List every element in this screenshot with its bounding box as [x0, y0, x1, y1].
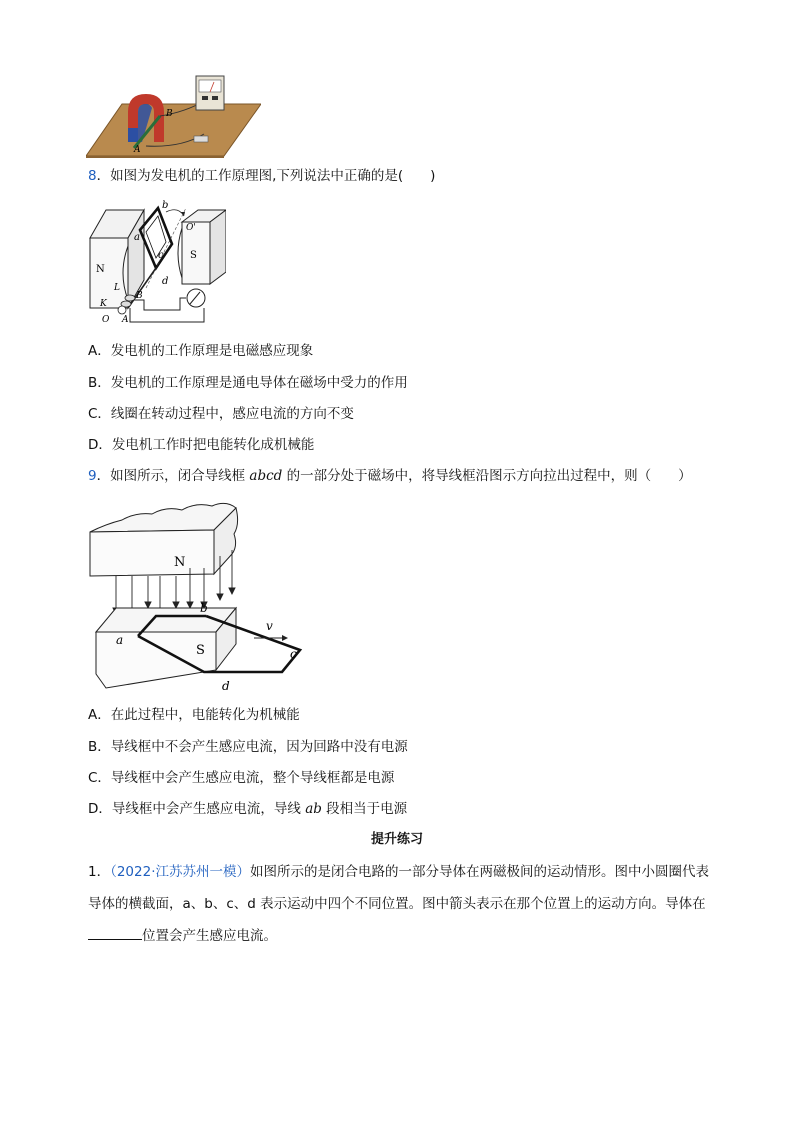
gen-label-b: b — [162, 200, 169, 211]
q9-option-c: C．导线框中会产生感应电流，整个导线框都是电源 — [88, 770, 395, 786]
frame-label-n: N — [174, 555, 186, 570]
q8-option-a: A．发电机的工作原理是电磁感应现象 — [88, 343, 314, 359]
p1-answer-blank[interactable] — [88, 925, 142, 940]
frame-label-v: v — [266, 619, 273, 633]
q9-stem — [88, 466, 692, 486]
gen-label-n: N — [96, 264, 105, 275]
p1-text-part2: 位置会产生感应电流。 — [142, 928, 277, 944]
fig-top-label-b: B — [166, 109, 173, 119]
q9-stem-part2: 的一部分处于磁场中，将导线框沿图示方向拉出过程中，则（ ） — [282, 468, 692, 484]
q9-option-d — [88, 799, 407, 819]
gen-label-l: L — [114, 283, 120, 293]
q8-option-b: B．发电机的工作原理是通电导体在磁场中受力的作用 — [88, 375, 408, 391]
q9-option-b: B．导线框中不会产生感应电流，因为回路中没有电源 — [88, 739, 408, 755]
q9-stem-part1: ．如图所示，闭合导线框 — [96, 468, 250, 484]
q9-option-a: A．在此过程中，电能转化为机械能 — [88, 707, 300, 723]
p1-text-part1: 如图所示的是闭合电路的一部分导体在两磁极间的运动情形。图中小圆圈代表导体的横截面，a、b、c、d 表示运动中四个不同位置。图中箭头表示在那个位置上的运动方向。导体在 — [88, 864, 709, 912]
frame-label-s: S — [196, 643, 205, 658]
gen-label-aa: A — [122, 315, 129, 325]
q9-number: 9 — [88, 468, 97, 484]
fig-top-label-a: A — [134, 145, 141, 155]
q8-option-c: C．线圈在转动过程中，感应电流的方向不变 — [88, 406, 354, 422]
frame-label-b: b — [200, 601, 208, 615]
p1-source: （2022·江苏苏州一模） — [110, 864, 250, 880]
q8-stem-text: ．如图为发电机的工作原理图,下列说法中正确的是( ) — [96, 168, 436, 184]
q9-stem-ital: abcd — [249, 468, 283, 484]
q9-option-d-part2: 段相当于电源 — [321, 801, 408, 817]
gen-label-o: O — [102, 315, 110, 325]
q8-number: 8 — [88, 168, 97, 184]
magnet-galvanometer-figure — [86, 72, 261, 158]
gen-label-bb: B — [136, 291, 143, 301]
gen-label-d: d — [162, 276, 169, 287]
gen-label-o1: O' — [186, 223, 196, 233]
p1-number: 1 — [88, 864, 97, 880]
q9-option-d-part1: D．导线框中会产生感应电流，导线 — [88, 801, 306, 817]
generator-figure — [86, 198, 226, 328]
q8-option-d: D．发电机工作时把电能转化成机械能 — [88, 437, 315, 453]
section-title: 提升练习 — [370, 832, 423, 847]
frame-label-a: a — [116, 633, 124, 647]
frame-label-d: d — [222, 679, 230, 693]
gen-label-k: K — [100, 299, 107, 309]
wire-frame-figure — [86, 494, 306, 694]
frame-label-c: c — [290, 647, 297, 661]
gen-label-a: a — [134, 232, 140, 243]
q8-stem — [88, 166, 435, 186]
p1-paragraph: 1．（2022·江苏苏州一模）如图所示的是闭合电路的一部分导体在两磁极间的运动情形。图中小圆圈代表导体的横截面，a、b、c、d 表示运动中四个不同位置。图中箭头表示在那个位置上的运动方向。导体在位置会产生感应电流。 — [88, 864, 709, 944]
gen-label-c: c — [158, 250, 164, 261]
q9-option-d-ital: ab — [305, 801, 322, 817]
gen-label-s: S — [190, 250, 197, 261]
